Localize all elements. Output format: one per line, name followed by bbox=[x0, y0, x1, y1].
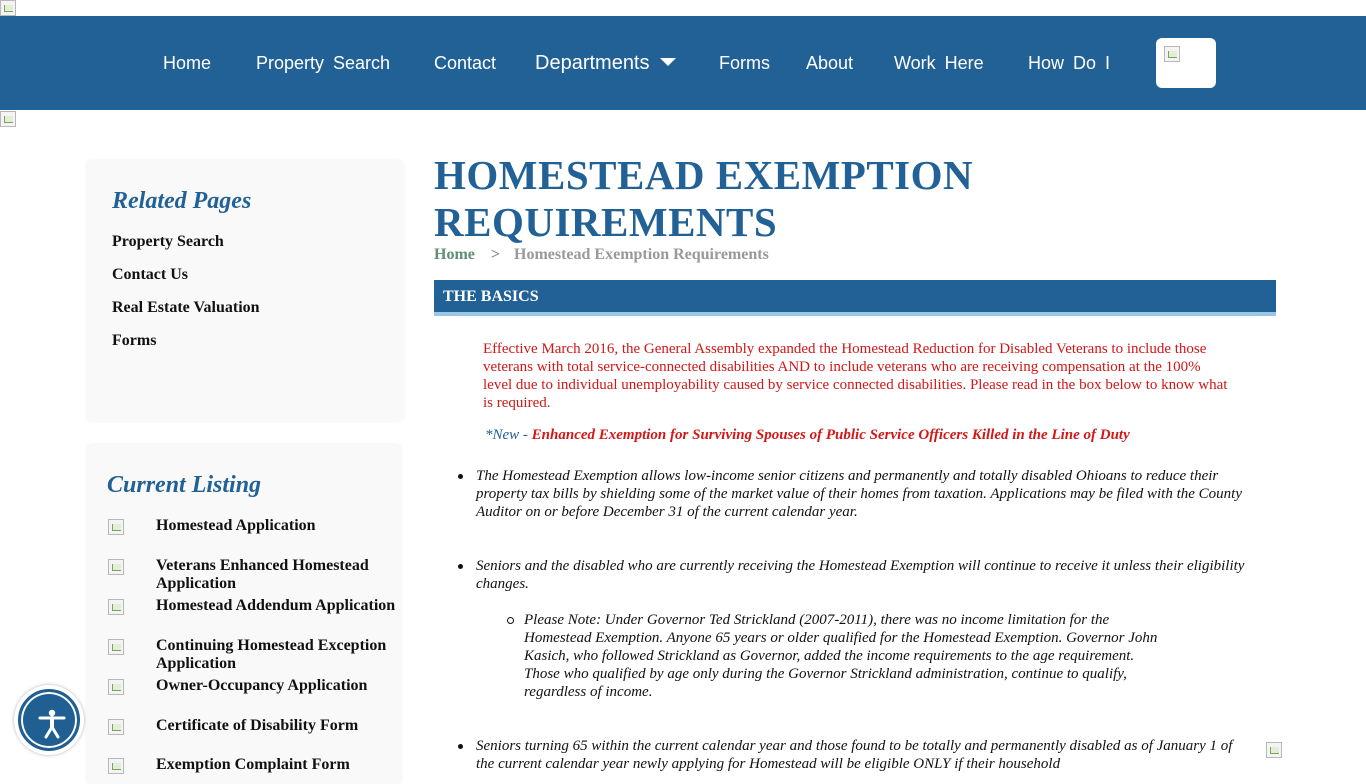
nav-logo[interactable] bbox=[1156, 38, 1216, 88]
related-pages-panel bbox=[86, 160, 404, 422]
bullet-circle bbox=[507, 617, 514, 624]
accessibility-icon bbox=[18, 689, 80, 751]
accessibility-button[interactable] bbox=[14, 685, 84, 755]
accessibility-figure bbox=[38, 709, 66, 739]
document-icon bbox=[108, 758, 124, 774]
surviving-spouses-link[interactable]: Enhanced Exemption for Surviving Spouses of Public Service Officers Killed in the Line of Duty bbox=[531, 427, 1130, 443]
related-link-real-estate-valuation[interactable]: Real Estate Valuation bbox=[112, 299, 260, 316]
listing-item-label: Continuing Homestead Exception Application bbox=[156, 637, 387, 672]
nav-departments[interactable] bbox=[535, 16, 676, 110]
current-listing-title: Current Listing bbox=[107, 472, 262, 498]
related-link-forms[interactable]: Forms bbox=[112, 332, 157, 349]
listing-item-label: Certificate of Disability Form bbox=[156, 717, 359, 734]
breadcrumb-separator: > bbox=[490, 246, 500, 263]
nav-work-here[interactable]: Work Here bbox=[894, 53, 984, 73]
list-item bbox=[476, 467, 1246, 521]
broken-image-icon bbox=[0, 0, 16, 16]
page-title: HOMESTEAD EXEMPTION REQUIREMENTS bbox=[434, 152, 974, 245]
sub-list-item-text: Please Note: Under Governor Ted Strickland (2007-2011), there was no income limitation for the Homestead Exemption. Anyone 65 years or older qualified for the Homestead Exemption. Governor John Kasich, who followed Strickland as Governor, added the income requirements to the age requirement. Those who qualified by age only during the Governor Strickland administration, continue to qualify, regardless of income. bbox=[524, 612, 1158, 700]
current-listing-panel bbox=[86, 444, 402, 784]
related-link-contact-us[interactable]: Contact Us bbox=[112, 266, 188, 283]
listing-item-label: Homestead Addendum Application bbox=[156, 597, 396, 614]
chevron-down-icon bbox=[660, 58, 676, 66]
nav-about[interactable]: About bbox=[806, 53, 854, 73]
list-item bbox=[476, 557, 1246, 593]
nav-property-search[interactable]: Property Search bbox=[256, 53, 391, 73]
nav-home[interactable]: Home bbox=[163, 53, 212, 73]
bullet-dot bbox=[458, 474, 463, 479]
related-link-property-search[interactable]: Property Search bbox=[112, 233, 224, 250]
listing-item-label: Veterans Enhanced Homestead Application bbox=[156, 557, 369, 592]
list-item-text: Seniors turning 65 within the current calendar year and those found to be totally and permanently disabled as of January 1 of the current calendar year newly applying for Homestead will be eligible ONLY if their household bbox=[476, 738, 1233, 772]
listing-item-label: Owner-Occupancy Application bbox=[156, 677, 368, 694]
broken-image-icon bbox=[0, 111, 16, 127]
nav-forms[interactable]: Forms bbox=[719, 53, 770, 73]
section-header bbox=[434, 280, 1276, 316]
document-icon bbox=[108, 679, 124, 695]
nav-how-do-i[interactable]: How Do I bbox=[1028, 53, 1111, 73]
bullet-dot bbox=[458, 564, 463, 569]
listing-item-label: Homestead Application bbox=[156, 517, 316, 534]
nav-departments-label: Departments bbox=[535, 52, 650, 74]
list-item-text: The Homestead Exemption allows low-income senior citizens and permanently and totally disabled Ohioans to reduce their property tax bills by shielding some of the market value of their homes from taxation. Applications may be filed with the County Auditor on or before December 31 of the current calendar year. bbox=[476, 468, 1243, 520]
related-pages-title: Related Pages bbox=[112, 188, 252, 214]
veterans-notice: Effective March 2016, the General Assembly expanded the Homestead Reduction for Disabled Veterans to include those veterans with total service-connected disabilities AND to include veterans who are receiving compensation at the 100% level due to individual unemployability caused by service connected disabilities. Please read in the box below to know what is required. bbox=[483, 341, 1228, 411]
list-item-text: Seniors and the disabled who are currently receiving the Homestead Exemption will continue to receive it unless their eligibility changes. bbox=[476, 558, 1245, 592]
breadcrumb-current: Homestead Exemption Requirements bbox=[514, 246, 769, 263]
new-tag: *New bbox=[485, 427, 520, 443]
section-header-label: THE BASICS bbox=[443, 288, 539, 305]
main-navbar bbox=[0, 16, 1366, 110]
new-dash: - bbox=[519, 427, 532, 443]
sub-list-item bbox=[524, 611, 1164, 701]
document-icon bbox=[108, 639, 124, 655]
nav-contact[interactable]: Contact bbox=[434, 53, 497, 73]
bullet-dot bbox=[458, 744, 463, 749]
listing-item-label: Exemption Complaint Form bbox=[156, 756, 350, 773]
broken-image-icon bbox=[1164, 46, 1180, 62]
broken-image-icon bbox=[1266, 742, 1282, 758]
breadcrumb-home[interactable]: Home bbox=[434, 246, 475, 263]
document-icon bbox=[108, 559, 124, 575]
new-announcement bbox=[485, 427, 1130, 444]
breadcrumb bbox=[434, 246, 769, 264]
document-icon bbox=[108, 519, 124, 535]
document-icon bbox=[108, 599, 124, 615]
document-icon bbox=[108, 719, 124, 735]
